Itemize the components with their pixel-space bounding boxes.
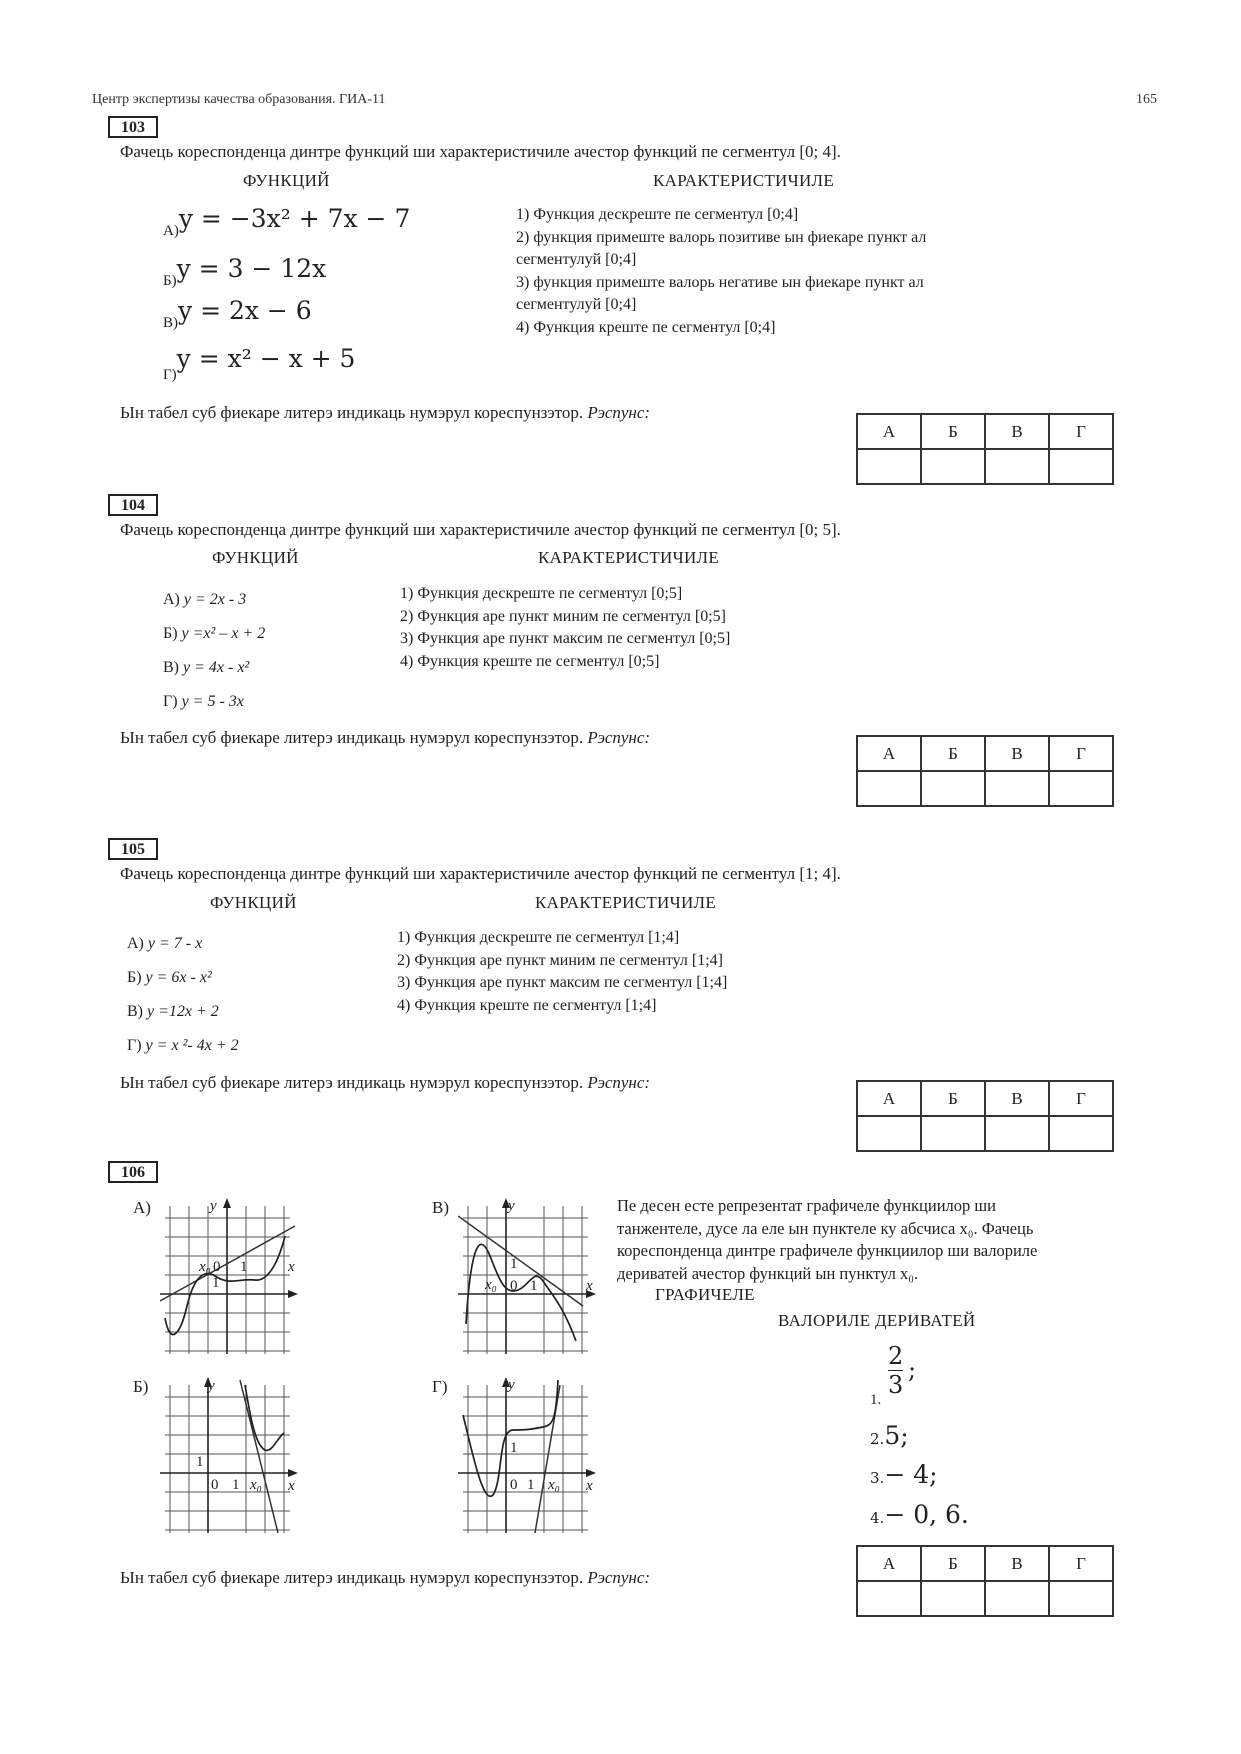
function-formula: y = 2x - 3 xyxy=(183,591,247,608)
axis-label-zero: 0 xyxy=(211,1477,219,1493)
axis-label-x0: x₀ xyxy=(250,1477,262,1493)
axis-label-y: y xyxy=(208,1378,215,1394)
answer-col-header: А xyxy=(857,1081,921,1116)
answer-col-header: В xyxy=(985,1081,1049,1116)
function-formula: y = 4x - x² xyxy=(183,659,250,676)
axis-label-one: 1 xyxy=(240,1259,248,1275)
characteristic-item: сегментулуй [0;4] xyxy=(516,251,637,268)
graph-g xyxy=(458,1375,598,1533)
column-heading-graphs: ГРАФИЧЕЛЕ xyxy=(655,1285,755,1304)
answer-col-header: Г xyxy=(1049,1081,1113,1116)
column-heading-characteristics: КАРАКТЕРИСТИЧИЛЕ xyxy=(538,548,720,567)
description-line: дериватей ачестор функций ын пунктул x₀. xyxy=(617,1263,919,1283)
function-letter: Г) xyxy=(163,693,178,710)
function-formula: y = 2x − 6 xyxy=(178,296,312,325)
axis-label-one: 1 xyxy=(530,1278,538,1294)
axis-label-zero: 0 xyxy=(510,1278,518,1294)
characteristic-item: 3) Функция аре пункт максим пе сегментул [1;4] xyxy=(397,974,728,991)
graph-label: А) xyxy=(133,1198,151,1217)
derivative-value-item xyxy=(870,1421,909,1450)
function-item xyxy=(163,204,410,240)
page-number: 165 xyxy=(1136,92,1157,107)
description-line: танжентеле, дусе ла еле ын пунктеле ку абсчиса x₀. Фачець xyxy=(617,1218,1034,1238)
graph-label: Б) xyxy=(133,1377,149,1396)
function-formula: y =x² – x + 2 xyxy=(181,625,266,642)
answer-label: Рэспунс: xyxy=(587,403,651,422)
value-text: 5; xyxy=(884,1421,909,1450)
function-formula: y = 7 - x xyxy=(147,935,203,952)
task-number: 103 xyxy=(108,116,158,138)
value-number: 4. xyxy=(870,1509,885,1527)
answer-col-header: А xyxy=(857,414,921,449)
function-formula: y = 3 − 12x xyxy=(176,254,327,283)
graph-label: В) xyxy=(432,1198,449,1217)
function-letter: Г) xyxy=(163,367,177,383)
instruction-text xyxy=(120,1568,650,1588)
value-number: 3. xyxy=(870,1469,885,1487)
answer-cell[interactable] xyxy=(985,449,1049,484)
answer-cell[interactable] xyxy=(857,771,921,806)
column-heading-derivative-values: ВАЛОРИЛЕ ДЕРИВАТЕЙ xyxy=(778,1311,976,1330)
axis-label-x0: x₀ xyxy=(485,1277,497,1293)
axis-label-one: 1 xyxy=(232,1477,240,1493)
graph-label: Г) xyxy=(432,1377,448,1396)
characteristics-list xyxy=(400,583,730,673)
answer-cell[interactable] xyxy=(985,771,1049,806)
answer-col-header: В xyxy=(985,414,1049,449)
answer-label: Рэспунс: xyxy=(587,1073,651,1092)
function-letter: А) xyxy=(163,591,180,608)
answer-cell[interactable] xyxy=(857,449,921,484)
answer-cell[interactable] xyxy=(921,771,985,806)
function-item xyxy=(127,1029,239,1063)
axis-label-zero: 0 xyxy=(213,1259,221,1275)
value-number: 2. xyxy=(870,1430,885,1448)
characteristic-item: 4) Функция креште пе сегментул [0;5] xyxy=(400,652,660,670)
answer-col-header: В xyxy=(985,736,1049,771)
column-heading-functions: ФУНКЦИЙ xyxy=(212,548,299,567)
answer-label: Рэспунс: xyxy=(587,728,651,747)
function-letter: А) xyxy=(163,223,179,239)
column-heading-functions: ФУНКЦИЙ xyxy=(210,893,297,912)
function-item xyxy=(127,961,239,995)
function-curve xyxy=(165,1236,285,1335)
characteristic-item: 1) Функция дескреште пе сегментул [1;4] xyxy=(397,929,680,946)
graph-v xyxy=(458,1196,598,1354)
axis-label-x0: x₀ xyxy=(548,1477,560,1493)
answer-cell[interactable] xyxy=(1049,1116,1113,1151)
function-formula: y = x ²- 4x + 2 xyxy=(145,1037,239,1054)
answer-col-header: Г xyxy=(1049,736,1113,771)
axis-label-x: x xyxy=(586,1278,593,1294)
function-letter: А) xyxy=(127,935,144,952)
characteristic-item: 2) функция примеште валорь позитиве ын фиекаре пункт ал xyxy=(516,228,927,246)
function-letter: В) xyxy=(127,1003,143,1020)
column-heading-characteristics: КАРАКТЕРИСТИЧИЛЕ xyxy=(653,171,835,190)
answer-col-header: В xyxy=(985,1546,1049,1581)
function-item xyxy=(163,651,265,685)
axis-label-x: x xyxy=(288,1259,295,1275)
characteristic-item: сегментулуй [0;4] xyxy=(516,296,637,313)
function-item xyxy=(127,927,239,961)
function-letter: В) xyxy=(163,315,178,331)
axis-label-x0: x₀ xyxy=(199,1259,211,1275)
answer-col-header: А xyxy=(857,736,921,771)
column-heading-functions: ФУНКЦИЙ xyxy=(243,171,330,190)
answer-cell[interactable] xyxy=(921,449,985,484)
characteristic-item: 3) Функция аре пункт максим пе сегментул [0;5] xyxy=(400,630,731,647)
instruction: Ын табел суб фиекаре литерэ индикаць нумэрул кореспунзэтор. xyxy=(120,1568,584,1587)
axis-label-one: 1 xyxy=(510,1440,518,1456)
graph-a xyxy=(160,1196,300,1354)
function-letter: Г) xyxy=(127,1037,142,1054)
answer-col-header: Б xyxy=(921,1081,985,1116)
instruction: Ын табел суб фиекаре литерэ индикаць нумэрул кореспунзэтор. xyxy=(120,728,584,747)
function-item xyxy=(163,254,326,290)
axis-label-one: 1 xyxy=(212,1275,220,1291)
answer-table xyxy=(856,1080,1114,1152)
graph-b xyxy=(160,1375,300,1533)
axis-label-one: 1 xyxy=(527,1477,535,1493)
instruction-text xyxy=(120,403,650,423)
header-title: Центр экспертизы качества образования. ГИА-11 xyxy=(92,92,386,107)
axis-label-y: y xyxy=(508,1377,515,1393)
task-number: 105 xyxy=(108,838,158,860)
function-item xyxy=(127,995,239,1029)
characteristic-item: 4) Функция креште пе сегментул [0;4] xyxy=(516,318,776,336)
function-letter: Б) xyxy=(163,273,177,289)
answer-col-header: Б xyxy=(921,414,985,449)
answer-cell[interactable] xyxy=(921,1581,985,1616)
task-number: 106 xyxy=(108,1161,158,1183)
answer-col-header: А xyxy=(857,1546,921,1581)
characteristic-item: 1) Функция дескреште пе сегментул [0;5] xyxy=(400,585,683,602)
characteristic-item: 1) Функция дескреште пе сегментул [0;4] xyxy=(516,206,799,223)
answer-cell[interactable] xyxy=(857,1581,921,1616)
derivative-value-item xyxy=(870,1500,969,1529)
functions-list xyxy=(127,927,239,1063)
axis-label-x: x xyxy=(288,1478,295,1494)
axis-label-x: x xyxy=(586,1478,593,1494)
characteristics-list xyxy=(516,204,926,339)
task-number: 104 xyxy=(108,494,158,516)
answer-col-header: Г xyxy=(1049,1546,1113,1581)
derivative-value-item xyxy=(870,1460,938,1489)
functions-list xyxy=(163,583,265,719)
characteristic-item: 4) Функция креште пе сегментул [1;4] xyxy=(397,996,657,1014)
answer-col-header: Г xyxy=(1049,414,1113,449)
answer-cell[interactable] xyxy=(1049,449,1113,484)
answer-table xyxy=(856,735,1114,807)
answer-table xyxy=(856,1545,1114,1617)
answer-cell[interactable] xyxy=(1049,1581,1113,1616)
instruction: Ын табел суб фиекаре литерэ индикаць нумэрул кореспунзэтор. xyxy=(120,1073,584,1092)
answer-col-header: Б xyxy=(921,736,985,771)
function-formula: y = 6x - x² xyxy=(145,969,212,986)
answer-cell[interactable] xyxy=(857,1116,921,1151)
task-prompt: Фачець кореспонденца динтре функций ши характеристичиле ачестор функций пе сегментул [0; 4]. xyxy=(120,142,841,161)
answer-cell[interactable] xyxy=(985,1581,1049,1616)
axis-label-zero: 0 xyxy=(510,1477,518,1493)
description-line: Пе десен есте репрезентат графичеле функциилор ши xyxy=(617,1196,996,1215)
characteristic-item: 3) функция примеште валорь негативе ын фиекаре пункт ал xyxy=(516,273,924,291)
fraction-value: 2 3 xyxy=(888,1342,904,1399)
axis-label-y: y xyxy=(210,1198,217,1214)
function-formula: y = x² − x + 5 xyxy=(176,344,356,373)
answer-table xyxy=(856,413,1114,485)
function-item xyxy=(163,617,265,651)
task-description xyxy=(617,1195,1129,1285)
function-letter: Б) xyxy=(163,625,178,642)
task-prompt: Фачець кореспонденца динтре функций ши характеристичиле ачестор функций пе сегментул [1; 4]. xyxy=(120,864,841,883)
instruction-text xyxy=(120,728,650,748)
characteristics-list xyxy=(397,927,727,1017)
column-heading-characteristics: КАРАКТЕРИСТИЧИЛЕ xyxy=(535,893,717,912)
function-formula: y = 5 - 3x xyxy=(181,693,244,710)
axis-label-one: 1 xyxy=(510,1256,518,1272)
value-text: − 0, 6. xyxy=(884,1500,969,1529)
instruction: Ын табел суб фиекаре литерэ индикаць нумэрул кореспунзэтор. xyxy=(120,403,584,422)
answer-cell[interactable] xyxy=(1049,771,1113,806)
answer-label: Рэспунс: xyxy=(587,1568,651,1587)
function-letter: В) xyxy=(163,659,179,676)
function-formula: y = −3x² + 7x − 7 xyxy=(178,204,411,233)
characteristic-item: 2) Функция аре пункт миним пе сегментул [0;5] xyxy=(400,607,726,625)
function-item xyxy=(163,583,265,617)
function-item xyxy=(163,344,355,384)
tangent-line xyxy=(458,1216,583,1306)
answer-cell[interactable] xyxy=(921,1116,985,1151)
task-prompt: Фачець кореспонденца динтре функций ши характеристичиле ачестор функций пе сегментул [0; 5]. xyxy=(120,520,841,539)
function-letter: Б) xyxy=(127,969,142,986)
function-curve xyxy=(466,1244,576,1341)
value-text: − 4; xyxy=(884,1460,938,1489)
answer-col-header: Б xyxy=(921,1546,985,1581)
function-formula: y =12x + 2 xyxy=(147,1003,219,1020)
description-line: кореспонденца динтре графичеле функциилор ши валориле xyxy=(617,1241,1038,1260)
axis-label-one: 1 xyxy=(196,1454,204,1470)
instruction-text xyxy=(120,1073,650,1093)
answer-cell[interactable] xyxy=(985,1116,1049,1151)
function-item xyxy=(163,296,312,332)
characteristic-item: 2) Функция аре пункт миним пе сегментул [1;4] xyxy=(397,951,723,969)
function-item xyxy=(163,685,265,719)
axis-label-y: y xyxy=(508,1198,515,1214)
value-number: 1. xyxy=(870,1392,882,1408)
